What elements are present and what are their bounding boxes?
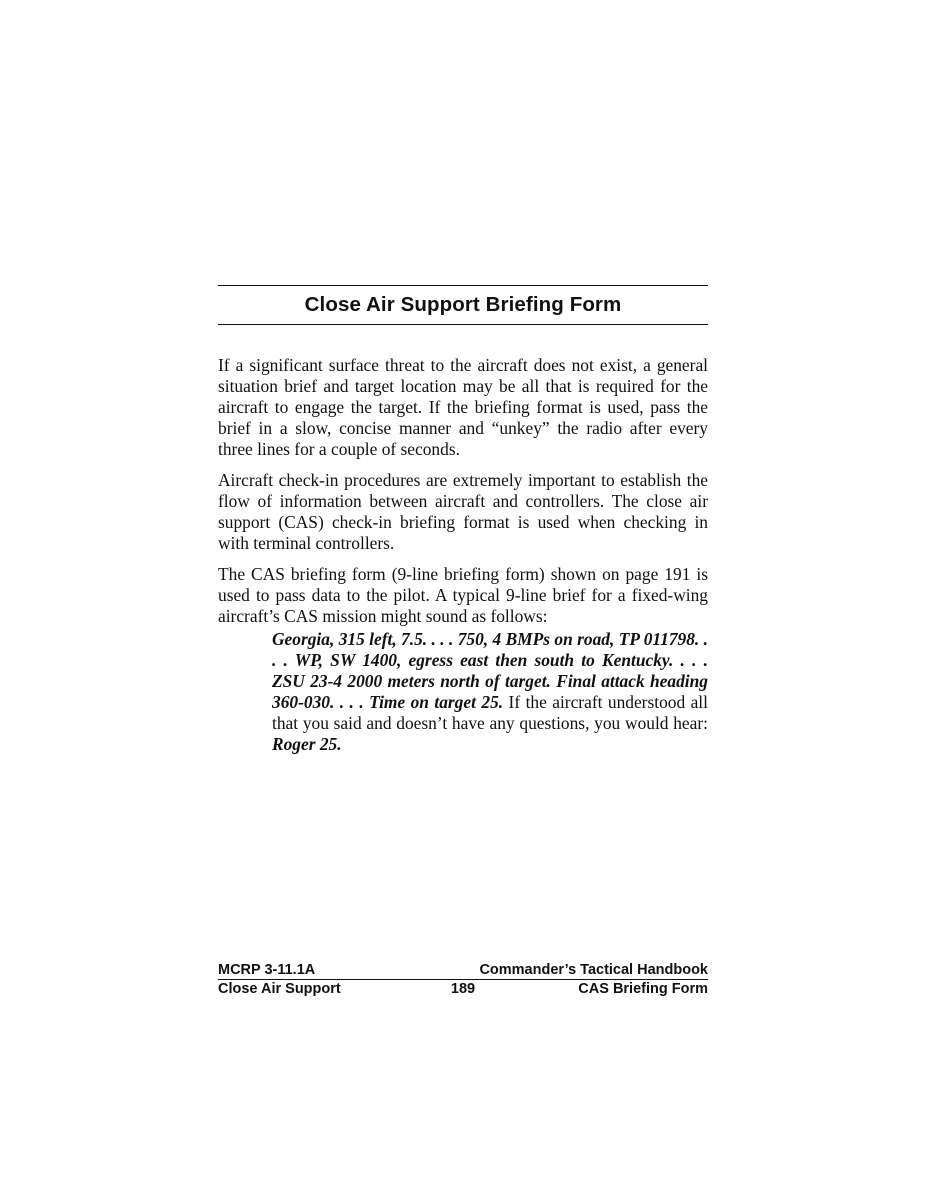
example-response-text: If the aircraft understood all that you said and doesn’t have any questions, you would hear: [272, 692, 708, 733]
paragraph-check-in: Aircraft check-in procedures are extremely important to establish the flow of information between aircraft and controllers. The close air support (CAS) check-in briefing format is used when checking in with terminal controllers. [218, 470, 708, 553]
footer-top-row [218, 962, 708, 980]
page-number: 189 [450, 981, 476, 997]
paragraph-cas-form: The CAS briefing form (9-line briefing form) shown on page 191 is used to pass data to the pilot. A typical 9-line brief for a fixed-wing aircraft’s CAS mission might sound as follows: [218, 564, 708, 626]
footer-section: CAS Briefing Form [578, 981, 708, 997]
footer-bottom-row [218, 981, 708, 998]
footer-handbook: Commander’s Tactical Handbook [479, 962, 708, 978]
paragraph-threat-brief: If a significant surface threat to the aircraft does not exist, a general situation brief and target location may be all that is required for the aircraft to engage the target. If the briefing format is used, pass the brief in a slow, concise manner and “unkey” the radio after every three lines for a couple of seconds. [218, 355, 708, 459]
example-brief-text: Georgia, 315 left, 7.5. . . . 750, 4 BMPs on road, TP 011798. . . . WP, SW 1400, egress east then south to Kentucky. . . . ZSU 23-4 2000 meters north of target. Final attack heading 360-030. . . . Time on target 25. [272, 629, 708, 712]
footer-chapter: Close Air Support [218, 981, 341, 997]
example-brief [272, 629, 708, 755]
example-reply: Roger 25. [272, 734, 342, 754]
footer-publication: MCRP 3-11.1A [218, 962, 316, 978]
page-title: Close Air Support Briefing Form [304, 293, 622, 316]
body-text [218, 355, 708, 755]
title-block [218, 285, 708, 325]
